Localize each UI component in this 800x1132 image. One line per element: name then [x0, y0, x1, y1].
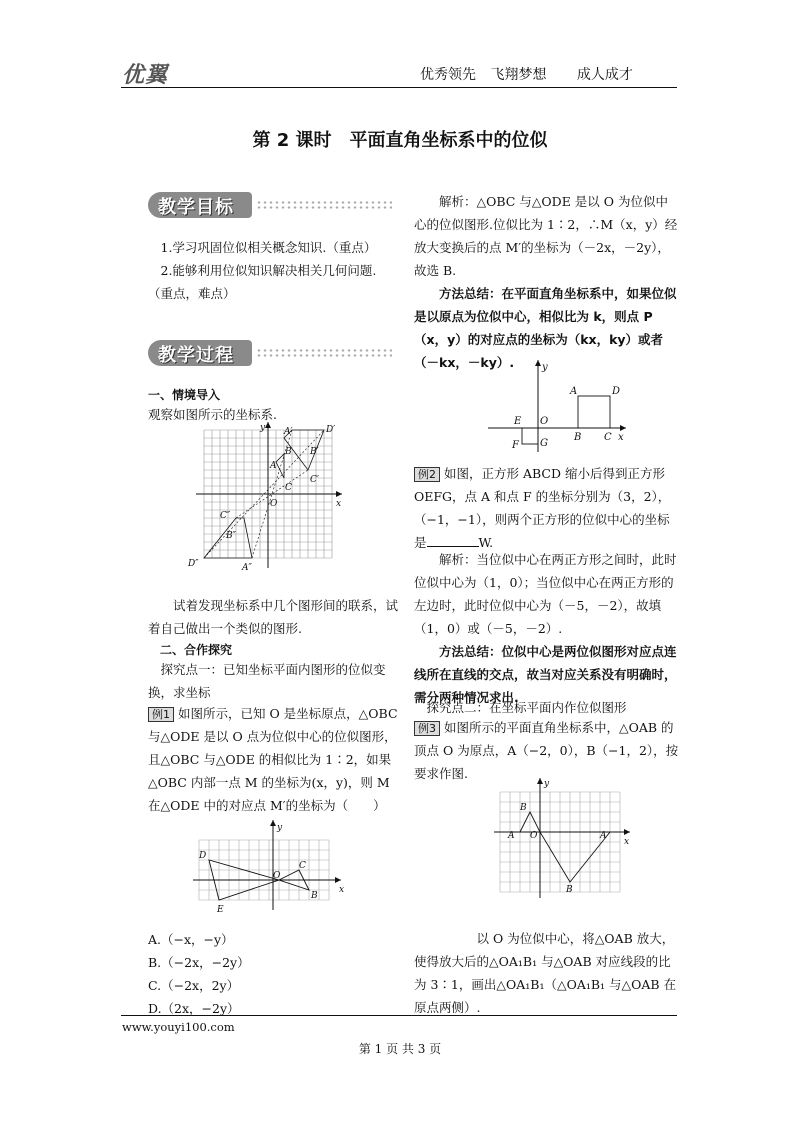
example-1	[148, 702, 398, 817]
example-2-tag: 例2	[414, 467, 440, 482]
summary-1: 方法总结：在平面直角坐标系中，如果位似是以原点为位似中心，相似比为 k，则点 P（x，y）的对应点的坐标为（kx，ky）或者（－kx，－ky）.	[414, 286, 677, 370]
banner-dots	[256, 200, 392, 210]
example-3-text: 如图所示的平面直角坐标系中，△OAB 的顶点 O 为原点，A（−2，0），B（−1，2），按要求作图.	[414, 720, 679, 781]
goal-1: 1.学习巩固位似相关概念知识.（重点）	[160, 240, 377, 255]
figure-homothety-grid	[186, 420, 352, 576]
point-one: 探究点一：已知坐标平面内图形的位似变换，求坐标	[148, 662, 386, 700]
svg-text:B: B	[574, 432, 582, 443]
banner-text: 教学目标	[158, 197, 234, 218]
banner-goals	[148, 188, 398, 222]
svg-text:O: O	[273, 871, 281, 881]
svg-text:B: B	[311, 891, 318, 901]
option-a: A.（−x，−y）	[148, 932, 234, 947]
svg-text:y: y	[260, 423, 266, 433]
example-1-tag: 例1	[148, 707, 174, 722]
page-title: 第 2 课时 平面直角坐标系中的位似	[252, 130, 548, 151]
svg-text:A: A	[508, 831, 515, 841]
svg-text:O: O	[540, 416, 549, 427]
svg-text:C: C	[604, 432, 612, 443]
svg-text:B: B	[520, 803, 527, 813]
svg-text:C: C	[285, 483, 292, 493]
goal-2: 2.能够利用位似知识解决相关几何问题.（重点，难点）	[148, 263, 377, 301]
svg-text:D″: D″	[188, 559, 199, 569]
figure-ex3-triangle	[494, 776, 634, 900]
svg-text:A′: A′	[284, 427, 293, 437]
example-3-task: 以 O 为位似中心，将△OAB 放大，使得放大后的△OA₁B₁ 与△OAB 对应线段的比为 3∶1，画出△OA₁B₁（△OA₁B₁ 与△OAB 在原点两侧）.	[414, 931, 677, 1015]
svg-text:A: A	[570, 386, 578, 397]
figure-ex1-triangles	[193, 818, 353, 914]
footer-url[interactable]: www.youyi100.com	[122, 1020, 235, 1034]
slogan-2: 飞翔梦想	[490, 67, 547, 83]
page-number: 第 1 页 共 3 页	[358, 1042, 442, 1056]
analysis-1: 解析：△OBC 与△ODE 是以 O 为位似中心的位似图形.位似比为 1∶2，∴M（x，y）经放大变换后的点 M′的坐标为（－2x，－2y），故选 B.	[414, 194, 678, 278]
slogan-3: 成人成才	[576, 67, 633, 83]
example-2-text: 如图，正方形 ABCD 缩小后得到正方形 OEFG，点 A 和点 F 的坐标分别为（3，2），（−1，−1），则两个正方形的位似中心的坐标是	[414, 466, 671, 550]
svg-text:C″: C″	[220, 511, 231, 521]
try-text: 试着发现坐标系中几个图形间的联系，试着自己做出一个类似的图形.	[148, 598, 399, 636]
slogan-1: 优秀领先	[420, 67, 476, 83]
svg-text:D: D	[199, 851, 207, 861]
section-explore: 二、合作探究	[160, 643, 233, 657]
banner-process	[148, 336, 398, 370]
banner-text: 教学过程	[158, 345, 234, 366]
observe-text: 观察如图所示的坐标系.	[148, 407, 277, 422]
point-two: 探究点二：在坐标平面内作位似图形	[426, 700, 627, 715]
svg-text:y: y	[542, 362, 548, 373]
figure-ex2-squares	[484, 356, 634, 456]
svg-text:O: O	[270, 499, 278, 509]
slogan	[420, 64, 643, 84]
svg-text:D′: D′	[326, 425, 336, 435]
example-2	[414, 462, 680, 554]
svg-text:E: E	[217, 905, 224, 914]
footer-rule	[121, 1015, 677, 1016]
summary-2: 方法总结：位似中心是两位似图形对应点连线所在直线的交点，故当对应关系没有明确时，需分两种情况求出.	[414, 644, 677, 705]
svg-text:F: F	[512, 440, 519, 451]
example-3	[414, 716, 680, 785]
answer-blank	[427, 532, 479, 547]
option-d: D.（2x，−2y）	[148, 1001, 240, 1016]
svg-text:x: x	[339, 885, 345, 895]
banner-dots	[256, 348, 392, 358]
svg-text:E: E	[514, 416, 522, 427]
svg-text:A: A	[270, 461, 277, 471]
analysis-2: 解析：当位似中心在两正方形之间时，此时位似中心为（1，0）；当位似中心在两正方形的左边时，此时位似中心为（－5，－2），故填（1，0）或（－5，－2）.	[414, 552, 677, 636]
example-3-tag: 例3	[414, 721, 440, 736]
svg-text:G: G	[540, 438, 548, 449]
logo: 优翼	[122, 63, 169, 88]
svg-text:A″: A″	[242, 563, 252, 573]
svg-text:x: x	[618, 432, 624, 443]
header-rule	[121, 87, 677, 88]
svg-text:B: B	[285, 447, 292, 457]
example-2-end: W.	[478, 535, 494, 550]
svg-text:B″: B″	[226, 531, 236, 541]
svg-text:C: C	[299, 861, 306, 871]
svg-text:B: B	[566, 885, 573, 895]
section-intro: 一、情境导入	[148, 388, 221, 402]
svg-text:B′: B′	[310, 447, 319, 457]
svg-text:A: A	[600, 831, 607, 841]
svg-text:y: y	[277, 823, 283, 833]
example-1-text: 如图所示，已知 O 是坐标原点，△OBC 与△ODE 是以 O 点为位似中心的位似图形，且△OBC 与△ODE 的相似比为 1∶2，如果△OBC 内部一点 M 的坐标为(x，y)，则 M 在△ODE 中的对应点 M′的坐标为（ ）	[148, 706, 398, 813]
option-c: C.（−2x，2y）	[148, 978, 240, 993]
svg-text:y: y	[544, 779, 550, 789]
svg-text:x: x	[336, 499, 342, 509]
svg-text:O: O	[530, 831, 538, 841]
option-b: B.（−2x，−2y）	[148, 955, 250, 970]
svg-text:D: D	[612, 386, 621, 397]
svg-text:x: x	[624, 837, 630, 847]
svg-text:C′: C′	[310, 475, 319, 485]
